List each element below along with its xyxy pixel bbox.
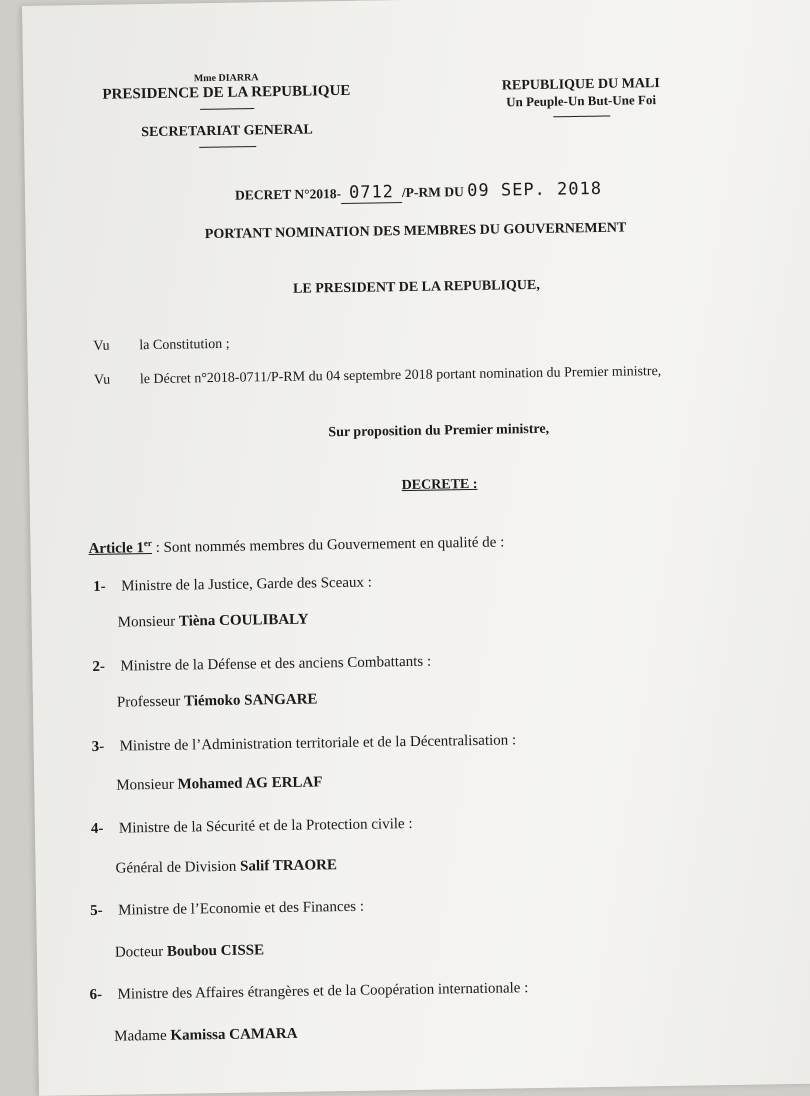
minister-post: 5- Ministre de l’Economie et des Finances : bbox=[90, 898, 365, 920]
decree-suffix: /P-RM DU bbox=[401, 184, 464, 201]
national-motto: Un Peuple-Un But-Une Foi bbox=[506, 92, 657, 110]
minister-name: Monsieur Tièna COULIBALY bbox=[117, 611, 309, 631]
issuer: LE PRESIDENT DE LA REPUBLIQUE, bbox=[292, 277, 540, 297]
office-name: PRESIDENCE DE LA REPUBLIQUE bbox=[102, 82, 351, 103]
separator: ------------------- bbox=[552, 107, 610, 123]
signatory-note: Mme DIARRA bbox=[193, 72, 259, 85]
minister-name: Madame Kamissa CAMARA bbox=[114, 1025, 298, 1045]
proposal: Sur proposition du Premier ministre, bbox=[328, 421, 550, 441]
separator: ------------------- bbox=[198, 138, 256, 154]
header-left bbox=[91, 71, 362, 154]
decree-number: 0712 bbox=[348, 182, 395, 203]
decree-date-stamp: 09 SEP. 2018 bbox=[467, 178, 603, 202]
minister-post: 1- Ministre de la Justice, Garde des Sceaux : bbox=[93, 574, 372, 595]
decree-prefix: DECRET N°2018- bbox=[234, 186, 342, 203]
minister-post: 3- Ministre de l’Administration territoriale et de la Décentralisation : bbox=[91, 732, 517, 755]
minister-post: 2- Ministre de la Défense et des anciens Combattants : bbox=[92, 653, 432, 675]
decree-title: PORTANT NOMINATION DES MEMBRES DU GOUVERNEMENT bbox=[204, 220, 627, 243]
country-name: REPUBLIQUE DU MALI bbox=[501, 75, 660, 94]
article-text: : Sont nommés membres du Gouvernement en qualité de : bbox=[151, 534, 505, 557]
decree-line bbox=[235, 179, 602, 206]
minister-post: 4- Ministre de la Sécurité et de la Protection civile : bbox=[90, 815, 413, 838]
minister-name: Professeur Tiémoko SANGARE bbox=[116, 691, 318, 711]
document-page bbox=[22, 0, 810, 1096]
article-label: Article 1er bbox=[88, 538, 152, 558]
header-right bbox=[493, 76, 669, 123]
minister-name: Docteur Boubou CISSE bbox=[114, 942, 265, 961]
vu-line: Vu le Décret n°2018-0711/P-RM du 04 septembre 2018 portant nomination du Premier ministre, bbox=[93, 364, 662, 388]
department-name: SECRETARIAT GENERAL bbox=[141, 122, 313, 141]
vu-line: Vu la Constitution ; bbox=[93, 336, 230, 354]
decrete-heading: DECRETE : bbox=[401, 476, 478, 494]
minister-name: Monsieur Mohamed AG ERLAF bbox=[116, 774, 323, 794]
minister-post: 6- Ministre des Affaires étrangères et de la Coopération internationale : bbox=[89, 980, 529, 1004]
article-1 bbox=[88, 532, 504, 558]
separator: ------------------ bbox=[199, 100, 254, 116]
minister-name: Général de Division Salif TRAORE bbox=[115, 857, 338, 877]
